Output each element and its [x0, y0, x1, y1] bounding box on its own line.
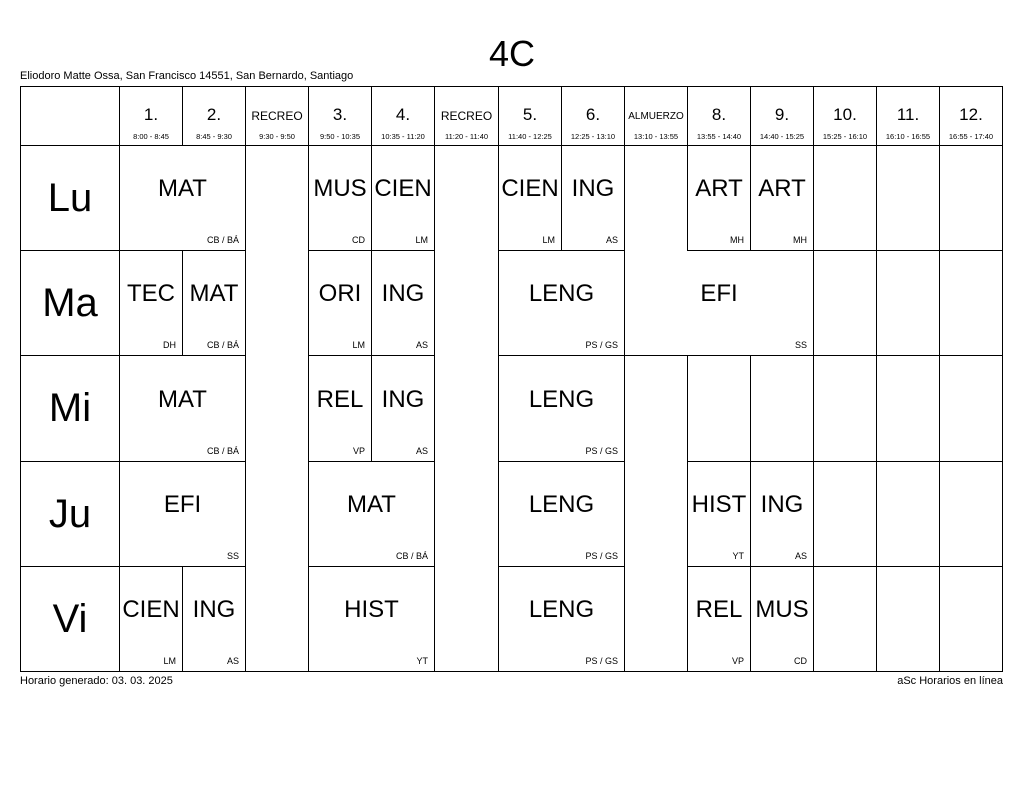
break-cell: [246, 567, 309, 672]
timetable-grid: [20, 86, 1003, 672]
break-label: RECREO: [440, 109, 493, 123]
break-label: ALMUERZO: [628, 111, 684, 122]
period-time: 12:25 - 13:10: [570, 132, 616, 141]
period-number: 12.: [959, 105, 983, 124]
day-label: Vi: [21, 567, 120, 672]
column-header: [246, 87, 309, 146]
lesson-cell[interactable]: [499, 462, 625, 567]
lesson-subject: ORI: [318, 280, 362, 307]
lesson-subject: MUS: [313, 175, 367, 202]
empty-slot: [940, 251, 1003, 356]
lesson-cell[interactable]: [751, 146, 814, 251]
empty-slot: [877, 146, 940, 251]
lesson-cell[interactable]: [688, 146, 751, 251]
column-header: [435, 87, 499, 146]
empty-slot: [877, 462, 940, 567]
lesson-teacher: CB / BÁ: [206, 235, 239, 245]
lesson-teacher: CD: [352, 235, 365, 245]
empty-slot: [940, 462, 1003, 567]
lesson-teacher: AS: [794, 551, 807, 561]
lesson-subject: ING: [760, 491, 804, 518]
column-header: [751, 87, 814, 146]
lesson-cell[interactable]: [372, 146, 435, 251]
period-time: 11:20 - 11:40: [444, 132, 489, 141]
lesson-teacher: MH: [793, 235, 807, 245]
lesson-teacher: LM: [415, 235, 428, 245]
lesson-cell[interactable]: [751, 567, 814, 672]
lesson-teacher: DH: [163, 340, 176, 350]
lesson-teacher: VP: [352, 446, 365, 456]
period-time: 9:30 - 9:50: [259, 132, 295, 141]
column-header: [814, 87, 877, 146]
period-time: 13:55 - 14:40: [696, 132, 742, 141]
lesson-cell[interactable]: [751, 462, 814, 567]
empty-slot: [688, 356, 751, 462]
corner-cell: [21, 87, 120, 146]
lesson-cell[interactable]: [120, 567, 183, 672]
break-cell: [625, 567, 688, 672]
day-label: Ju: [21, 462, 120, 567]
lesson-teacher: PS / GS: [585, 446, 618, 456]
lesson-subject: HIST: [344, 596, 399, 623]
lesson-cell[interactable]: [309, 462, 435, 567]
empty-slot: [751, 356, 814, 462]
lesson-cell[interactable]: [309, 251, 372, 356]
empty-slot: [814, 146, 877, 251]
period-time: 13:10 - 13:55: [633, 132, 679, 141]
period-time: 15:25 - 16:10: [822, 132, 868, 141]
empty-slot: [877, 356, 940, 462]
empty-slot: [814, 251, 877, 356]
lesson-subject: HIST: [691, 491, 747, 518]
lesson-cell[interactable]: [183, 567, 246, 672]
lesson-subject: LENG: [528, 385, 595, 413]
lesson-teacher: PS / GS: [585, 656, 618, 666]
empty-slot: [814, 462, 877, 567]
empty-slot: [814, 567, 877, 672]
lesson-subject: MAT: [347, 491, 396, 518]
lesson-teacher: SS: [226, 551, 239, 561]
lesson-cell[interactable]: [183, 251, 246, 356]
lesson-subject: LENG: [528, 491, 595, 518]
empty-slot: [940, 146, 1003, 251]
lesson-cell[interactable]: [562, 146, 625, 251]
break-cell: [435, 251, 499, 356]
lesson-subject: CIEN: [374, 175, 432, 202]
lesson-subject: REL: [695, 596, 743, 623]
column-header: [309, 87, 372, 146]
lesson-subject: REL: [316, 385, 364, 413]
page-title: 4C: [488, 33, 536, 74]
break-label: RECREO: [251, 109, 303, 123]
period-number: 1.: [143, 105, 159, 124]
empty-slot: [940, 567, 1003, 672]
lesson-subject: EFI: [163, 491, 202, 518]
lesson-subject: ART: [758, 175, 806, 202]
lesson-teacher: VP: [731, 656, 744, 666]
lesson-teacher: PS / GS: [585, 551, 618, 561]
empty-slot: [814, 356, 877, 462]
break-cell: [246, 462, 309, 567]
lesson-cell[interactable]: [372, 356, 435, 462]
break-cell: [625, 462, 688, 567]
break-cell: [435, 356, 499, 462]
break-cell: [246, 251, 309, 356]
lesson-teacher: MH: [730, 235, 744, 245]
lesson-cell[interactable]: [309, 146, 372, 251]
lesson-cell[interactable]: [625, 251, 814, 356]
column-header: [372, 87, 435, 146]
day-label: Mi: [21, 356, 120, 462]
lesson-teacher: AS: [415, 340, 428, 350]
period-number: 5.: [522, 105, 538, 124]
lesson-cell[interactable]: [309, 567, 435, 672]
lesson-subject: ING: [381, 280, 425, 307]
lesson-cell[interactable]: [120, 146, 246, 251]
lesson-cell[interactable]: [120, 462, 246, 567]
period-number: 8.: [711, 105, 727, 124]
break-cell: [625, 146, 688, 251]
period-number: 6.: [585, 105, 601, 124]
lesson-cell[interactable]: [688, 567, 751, 672]
lesson-cell[interactable]: [499, 146, 562, 251]
empty-slot: [877, 251, 940, 356]
lesson-subject: MUS: [755, 596, 809, 623]
period-time: 16:10 - 16:55: [885, 132, 931, 141]
lesson-cell[interactable]: [499, 356, 625, 462]
generated-date: Horario generado: 03. 03. 2025: [20, 675, 173, 687]
lesson-teacher: AS: [415, 446, 428, 456]
lesson-teacher: LM: [352, 340, 365, 350]
brand-label: aSc Horarios en línea: [897, 675, 1003, 687]
lesson-teacher: CB / BÁ: [206, 340, 239, 350]
lesson-subject: MAT: [158, 385, 207, 413]
break-cell: [435, 146, 499, 251]
lesson-subject: CIEN: [501, 175, 559, 202]
period-time: 8:00 - 8:45: [133, 132, 169, 141]
lesson-cell[interactable]: [499, 251, 625, 356]
period-time: 9:50 - 10:35: [319, 132, 361, 141]
lesson-subject: ING: [571, 175, 615, 202]
lesson-subject: ART: [695, 175, 743, 202]
column-header: [688, 87, 751, 146]
column-header: [562, 87, 625, 146]
column-header: [120, 87, 183, 146]
period-time: 14:40 - 15:25: [759, 132, 805, 141]
lesson-teacher: AS: [226, 656, 239, 666]
lesson-teacher: YT: [416, 656, 428, 666]
period-number: 11.: [896, 105, 920, 124]
break-cell: [625, 356, 688, 462]
lesson-cell[interactable]: [120, 251, 183, 356]
lesson-subject: MAT: [189, 280, 239, 307]
column-header: [940, 87, 1003, 146]
school-address: Eliodoro Matte Ossa, San Francisco 14551, San Bernardo, Santiago: [20, 70, 354, 82]
lesson-cell[interactable]: [688, 462, 751, 567]
period-time: 11:40 - 12:25: [508, 132, 552, 141]
period-time: 16:55 - 17:40: [948, 132, 994, 141]
column-header: [183, 87, 246, 146]
column-header: [625, 87, 688, 146]
lesson-subject: ING: [381, 385, 425, 413]
break-cell: [246, 356, 309, 462]
lesson-teacher: SS: [794, 340, 807, 350]
period-number: 3.: [332, 105, 348, 124]
lesson-teacher: LM: [163, 656, 176, 666]
empty-slot: [940, 356, 1003, 462]
break-cell: [246, 146, 309, 251]
column-header: [877, 87, 940, 146]
lesson-cell[interactable]: [309, 356, 372, 462]
day-label: Ma: [21, 251, 120, 356]
lesson-cell[interactable]: [499, 567, 625, 672]
lesson-subject: CIEN: [122, 596, 180, 623]
lesson-teacher: YT: [732, 551, 744, 561]
lesson-subject: TEC: [127, 280, 175, 307]
lesson-teacher: CD: [794, 656, 807, 666]
lesson-teacher: CB / BÁ: [395, 551, 428, 561]
lesson-teacher: CB / BÁ: [206, 446, 239, 456]
period-time: 10:35 - 11:20: [381, 132, 425, 141]
break-cell: [435, 462, 499, 567]
period-number: 2.: [206, 105, 222, 124]
empty-slot: [877, 567, 940, 672]
lesson-teacher: LM: [542, 235, 555, 245]
period-number: 10.: [833, 105, 857, 124]
lesson-cell[interactable]: [372, 251, 435, 356]
day-label: Lu: [21, 146, 120, 251]
lesson-subject: ING: [192, 596, 236, 623]
lesson-subject: MAT: [158, 175, 207, 202]
lesson-cell[interactable]: [120, 356, 246, 462]
lesson-subject: LENG: [528, 280, 595, 307]
period-time: 8:45 - 9:30: [196, 132, 232, 141]
column-header: [499, 87, 562, 146]
break-cell: [435, 567, 499, 672]
lesson-teacher: PS / GS: [585, 340, 618, 350]
lesson-subject: LENG: [528, 596, 595, 623]
period-number: 4.: [395, 105, 411, 124]
lesson-teacher: AS: [605, 235, 618, 245]
period-number: 9.: [774, 105, 790, 124]
lesson-subject: EFI: [700, 280, 738, 307]
